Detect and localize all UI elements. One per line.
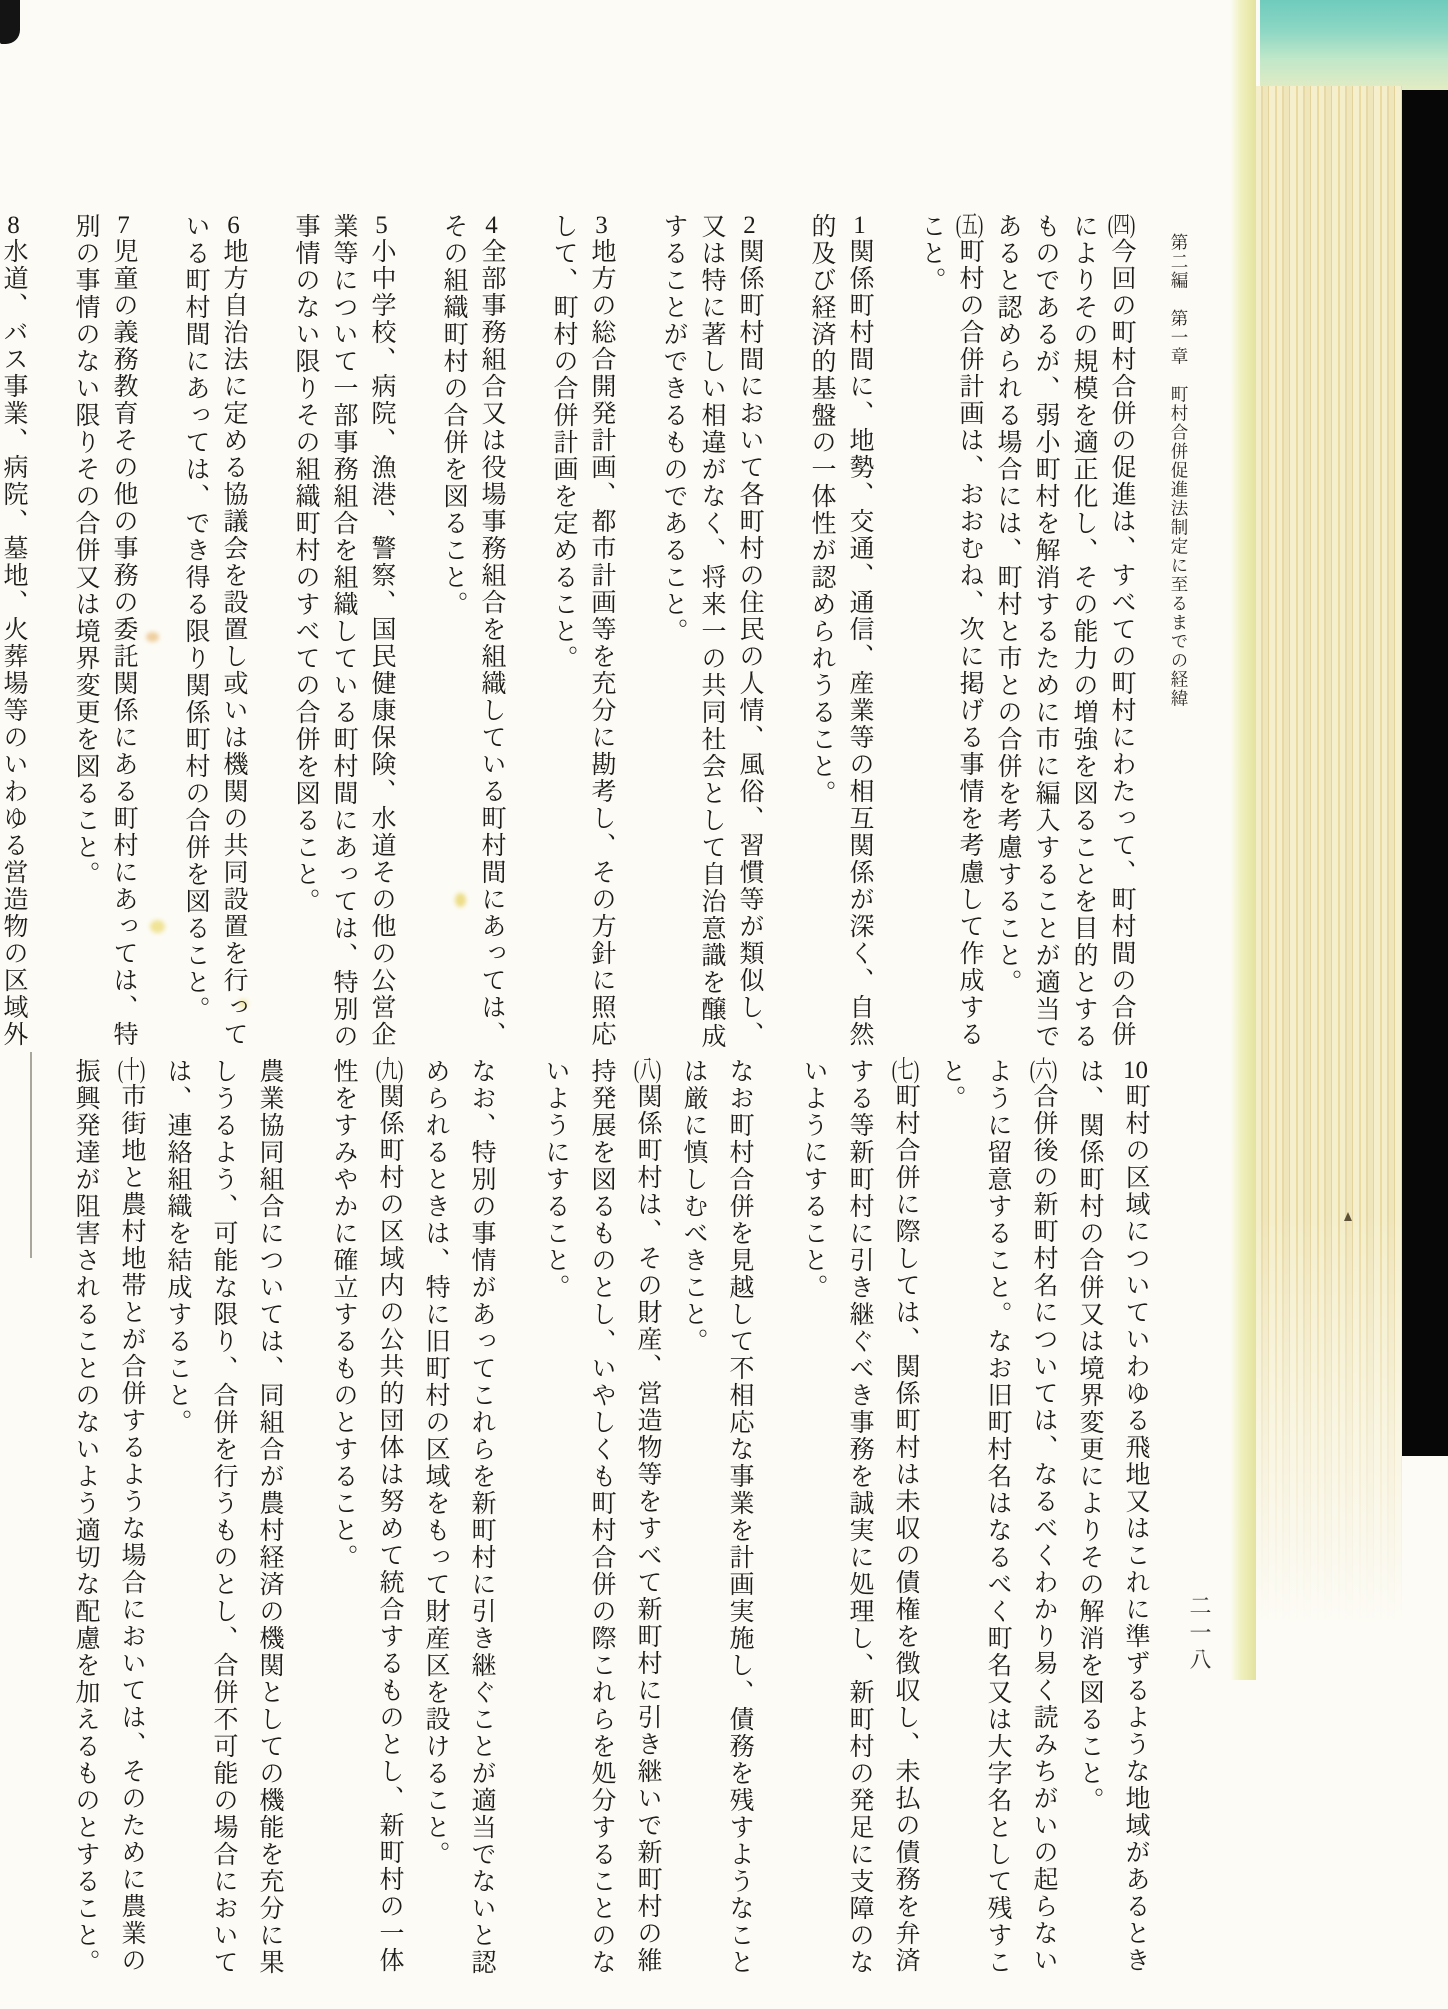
item-label: 8	[7, 213, 20, 238]
item-label: (十)	[117, 1058, 146, 1083]
item-label: 3	[595, 213, 608, 238]
lower-item-2-cont: なお町村合併を見越して不相応な事業を計画実施し、債務を残すようなことは厳に慎しむべきこと。	[680, 1058, 753, 1976]
upper-item-5: 4全部事務組合又は役場事務組合を組織している町村間にあっては、その組織町村の合併を図ること。	[440, 213, 505, 1048]
scan-corner-mark	[0, 0, 20, 44]
upper-item-1: (五)町村の合併計画は、おおむね、次に掲げる事情を考慮して作成すること。	[918, 213, 984, 1048]
book-page-edge-stack	[1256, 86, 1402, 1696]
text-block-upper	[0, 213, 1140, 1055]
lower-item-2: (七)町村合併に際しては、関係町村は未収の債権を徴収し、未払の債務を弁済する等新町村に引き継ぐべき事務を誠実に処理し、新町村の発足に支障のないようにすること。	[800, 1058, 920, 1976]
item-label: 2	[743, 213, 756, 238]
upper-item-0: (四)今回の町村合併の促進は、すべての町村にわたって、町村間の合併によりその規模を適正化し、その能力の増強を図ることを目的とするものであるが、弱小町村を解消するために市に編入することが適当であると認められる場合には、町村と市との合併を考慮すること。	[994, 213, 1136, 1050]
upper-item-2: 1関係町村間に、地勢、交通、通信、産業等の相互関係が深く、自然的及び経済的基盤の一体性が認められうること。	[808, 213, 873, 1048]
upper-item-8: 7児童の義務教育その他の事務の委託関係にある町村にあっては、特別の事情のない限りその合併又は境界変更を図ること。	[72, 213, 137, 1048]
book-cover-edge-band	[1260, 0, 1448, 90]
upper-item-7: 6地方自治法に定める協議会を設置し或いは機関の共同設置を行っている町村間にあっては、でき得る限り関係町村の合併を図ること。	[182, 213, 247, 1048]
page-number: 二一八	[1187, 1594, 1212, 1675]
item-label: 7	[117, 213, 130, 238]
lower-item-3-cont: なお、特別の事情があってこれらを新町村に引き継ぐことが適当でないと認められるときは、特に旧町村の区域をもって財産区を設けること。	[422, 1058, 495, 1976]
item-label: (九)	[375, 1058, 404, 1083]
lower-item-3: (八)関係町村は、その財産、営造物等をすべて新町村に引き継いで新町村の維持発展を図るものとし、いやしくも町村合併の際これらを処分することのないようにすること。	[542, 1058, 662, 1976]
lower-item-4: (九)関係町村の区域内の公共的団体は努めて統合するものとし、新町村の一体性をすみやかに確立するものとすること。	[330, 1058, 404, 1974]
backdrop-black-strip	[1396, 84, 1448, 1456]
item-label: (七)	[891, 1058, 920, 1083]
running-head: 第二編 第一章 町村合併促進法制定に至るまでの経緯	[1169, 233, 1189, 708]
item-label: 10	[1123, 1058, 1148, 1083]
upper-item-9: 8水道、バス事業、病院、墓地、火葬場等のいわゆる営造物の区域外	[0, 213, 27, 1048]
item-label: 4	[485, 213, 498, 238]
lower-item-4-cont: 農業協同組合については、同組合が農村経済の機関としての機能を充分に果しうるよう、可能な限り、合併を行うものとし、合併不可能の場合においては、連絡組織を結成すること。	[164, 1058, 283, 1976]
item-label: (五)	[955, 213, 984, 238]
lower-item-0: 10町村の区域についていわゆる飛地又はこれに準ずるような地域があるときは、関係町村の合併又は境界変更によりその解消を図ること。	[1076, 1058, 1149, 1974]
upper-item-6: 5小中学校、病院、漁港、警察、国民健康保険、水道その他の公営企業等について一部事務組合を組織している町村間にあっては、特別の事情のない限りその組織町村のすべての合併を図ること。	[292, 213, 395, 1050]
item-label: 6	[227, 213, 240, 238]
lower-item-5: (十)市街地と農村地帯とが合併するような場合においては、そのために農業の振興発達が阻害されることのないよう適切な配慮を加えるものとすること。	[72, 1058, 146, 1976]
item-label: (六)	[1029, 1058, 1058, 1083]
item-label: 1	[853, 213, 866, 238]
item-label: (八)	[633, 1058, 662, 1083]
upper-item-3: 2関係町村間において各町村の住民の人情、風俗、習慣等が類似し、又は特に著しい相違がなく、将来一の共同社会として自治意識を醸成することができるものであること。	[660, 213, 763, 1050]
section-heading	[0, 1058, 62, 1998]
item-label: 5	[375, 213, 388, 238]
item-label: (四)	[1107, 213, 1136, 238]
page-gutter-shading	[1230, 0, 1256, 1680]
text-block-lower	[56, 1058, 1192, 1998]
lower-item-1: (六)合併後の新町村名については、なるべくわかり易く読みちがいの起らないように留意すること。なお旧町村名はなるべく町名又は大字名として残すこと。	[938, 1058, 1058, 1976]
upper-item-4: 3地方の総合開発計画、都市計画等を充分に勘考し、その方針に照応して、町村の合併計画を定めること。	[550, 213, 615, 1048]
